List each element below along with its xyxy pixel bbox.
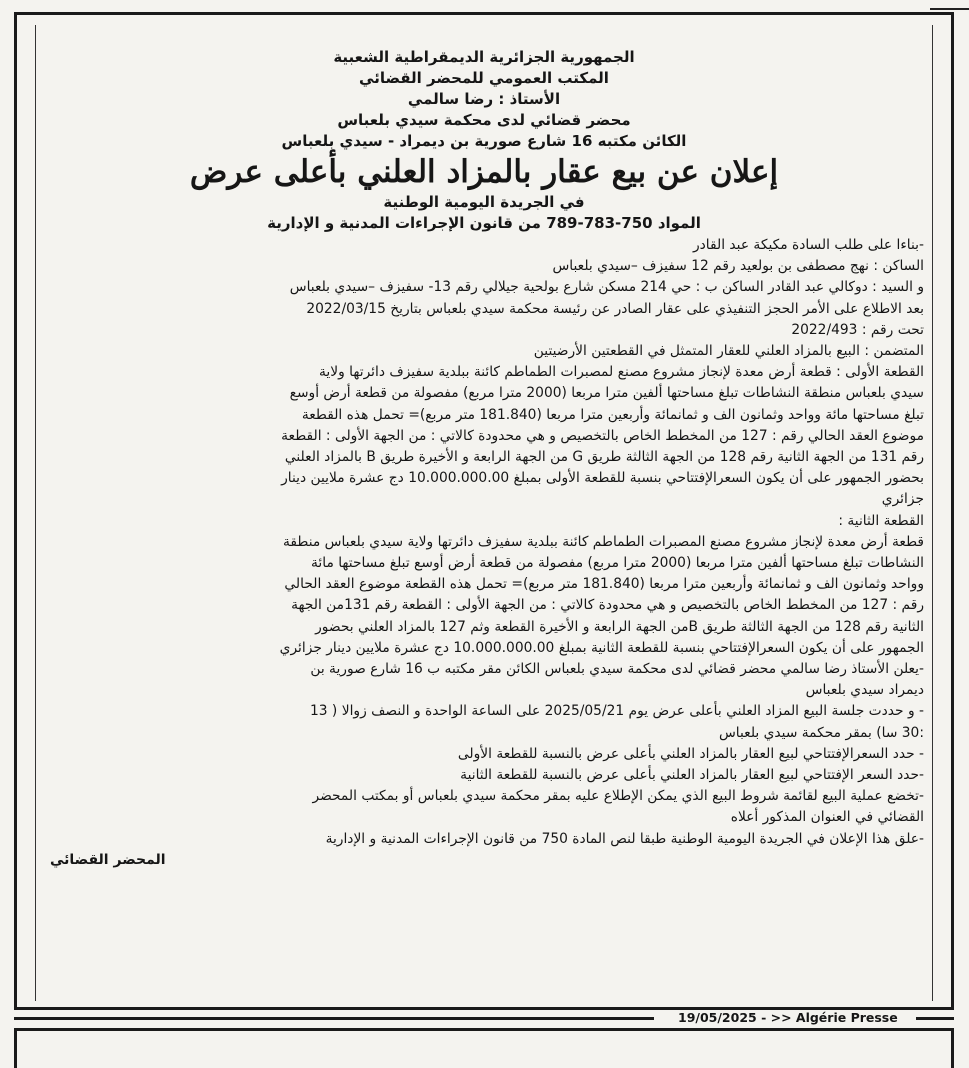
footer: [14, 1008, 954, 1026]
body-line: سيدي بلعباس منطقة النشاطات تبلغ مساحتها ألفين مترا مربعا (2000 مترا مربع) مفصولة من قطعة أرض أوسع: [289, 385, 924, 402]
body-line: الجمهور على أن يكون السعرالإفتتاحي بنسبة للقطعة الثانية بمبلغ 10.000.000.00 دج عشرة ملايين دينار جزائري: [279, 639, 924, 656]
signature: المحضر القضائي: [50, 851, 166, 868]
corner-rule: [930, 8, 969, 10]
body-line: النشاطات تبلغ مساحتها ألفين مترا مربعا (2000 مترا مربع) مفصولة من قطعة أرض أوسع تبلغ مساحتها مائة: [311, 555, 924, 572]
republic-line: الجمهورية الجزائرية الديمقراطية الشعبية: [333, 48, 635, 66]
body-line: -تخضع عملية البيع لقائمة شروط البيع الذي يمكن الإطلاع عليه بمقر محكمة سيدي بلعباس أو بمكتب المحضر: [312, 788, 924, 805]
body-line: -يعلن الأستاذ رضا سالمي محضر قضائي لدى محكمة سيدي بلعباس الكائن مقر مكتبه ب 16 شارع صورية بن: [310, 661, 924, 678]
footer-source: 19/05/2025 - >> Algérie Presse: [678, 1010, 898, 1025]
announcement-header: [36, 47, 932, 234]
body-line: -حدد السعر الإفتتاحي لبيع العقار بالمزاد العلني بأعلى عرض بالنسبة للقطعة الثانية: [460, 767, 924, 784]
body-line: المتضمن : البيع بالمزاد العلني للعقار المتمثل في القطعتين الأرضيتين: [533, 343, 924, 360]
body-line: بحضور الجمهور على أن يكون السعرالإفتتاحي بنسبة للقطعة الأولى بمبلغ 10.000.000.00 دج عشرة ملايين دينار: [281, 470, 924, 487]
body-line: و السيد : دوكالي عبد القادر الساكن ب : حي 214 مسكن شارع بولحية جيلالي رقم 13- سفيزف –سيدي بلعباس: [289, 279, 924, 296]
body-line: جزائري: [881, 491, 924, 508]
footer-rule-left: [14, 1017, 654, 1020]
body-line: تحت رقم : 2022/493: [791, 321, 924, 338]
body-line: تبلغ مساحتها مائة وواحد وثمانون الف و ثمانمائة وأربعين مترا مربعا (181.840 متر مربع)= تحمل هذه القطعة: [301, 406, 924, 423]
body-line: :30 سا) بمقر محكمة سيدي بلعباس: [718, 724, 924, 741]
body-line: القطعة الأولى : قطعة أرض معدة لإنجاز مشروع مصنع لمصبرات الطماطم كائنة ببلدية سفيزف دائرتها ولاية: [319, 364, 924, 381]
body-line: القطعة الثانية :: [838, 512, 924, 529]
announcement-inner: [35, 25, 933, 1001]
address-line: الكائن مكتبه 16 شارع صورية بن ديمراد - سيدي بلعباس: [281, 132, 687, 150]
newspaper-line: في الجريدة اليومية الوطنية: [383, 193, 585, 211]
announcement-body: [36, 235, 932, 870]
announcement-frame: [14, 12, 954, 1010]
articles-line: المواد 750-783-789 من قانون الإجراءات المدنية و الإدارية: [267, 214, 701, 232]
body-line: ديمراد سيدي بلعباس: [805, 682, 924, 699]
body-line: موضوع العقد الحالي رقم : 127 من المخطط الخاص بالتخصيص و هي محدودة كالاتي : من الجهة الأولى : القطعة: [281, 427, 924, 444]
body-line: - و حددت جلسة البيع المزاد العلني بأعلى عرض يوم 2025/05/21 على الساعة الواحدة و النصف زوالا ( 13: [309, 703, 924, 720]
body-line: القضائي في العنوان المذكور أعلاه: [730, 809, 924, 826]
body-line: الساكن : نهج مصطفى بن بولعيد رقم 12 سفيزف –سيدي بلعباس: [552, 258, 924, 275]
footer-rule-right: [916, 1017, 954, 1020]
body-line: رقم : 127 من المخطط الخاص بالتخصيص و هي محدودة كالاتي : من الجهة الأولى : القطعة رقم 131من الجهة: [291, 597, 924, 614]
body-line: قطعة أرض معدة لإنجاز مشروع مصنع المصبرات الطماطم كائنة ببلدية سفيزف دائرتها ولاية سيدي بلعباس منطقة: [283, 533, 924, 550]
body-line: رقم 131 من الجهة الثانية رقم 128 من الجهة الثالثة طريق G من الجهة الرابعة و الأخيرة طريق B بالمزاد العلني: [284, 449, 924, 466]
bailiff-name: الأستاذ : رضا سالمي: [407, 90, 561, 108]
body-line: بعد الاطلاع على الأمر الحجز التنفيذي على عقار الصادر عن رئيسة محكمة سيدي بلعباس بتاريخ 2022/03/15: [306, 300, 924, 317]
body-line: وواحد وثمانون الف و ثمانمائة وأربعين مترا مربعا (181.840 متر مربع)= تحمل هذه القطعة موضوع العقد الحالي: [284, 576, 924, 593]
body-line: -بناءا على طلب السادة مكيكة عبد القادر: [693, 237, 924, 253]
next-article-frame: [14, 1028, 954, 1068]
office-line: المكتب العمومي للمحضر القضائي: [359, 69, 609, 87]
body-line: -علق هذا الإعلان في الجريدة اليومية الوطنية طبقا لنص المادة 750 من قانون الإجراءات المدنية و الإدارية: [325, 830, 924, 847]
court-line: محضر قضائي لدى محكمة سيدي بلعباس: [337, 111, 631, 129]
announcement-title: إعلان عن بيع عقار بالمزاد العلني بأعلى عرض: [189, 154, 779, 190]
body-line: الثانية رقم 128 من الجهة الثالثة طريق Bمن الجهة الرابعة و الأخيرة القطعة وثم 127 بالمزاد العلني بحضور: [315, 618, 924, 635]
body-line: - حدد السعرالإفتتاحي لبيع العقار بالمزاد العلني بأعلى عرض بالنسبة للقطعة الأولى: [457, 745, 924, 762]
